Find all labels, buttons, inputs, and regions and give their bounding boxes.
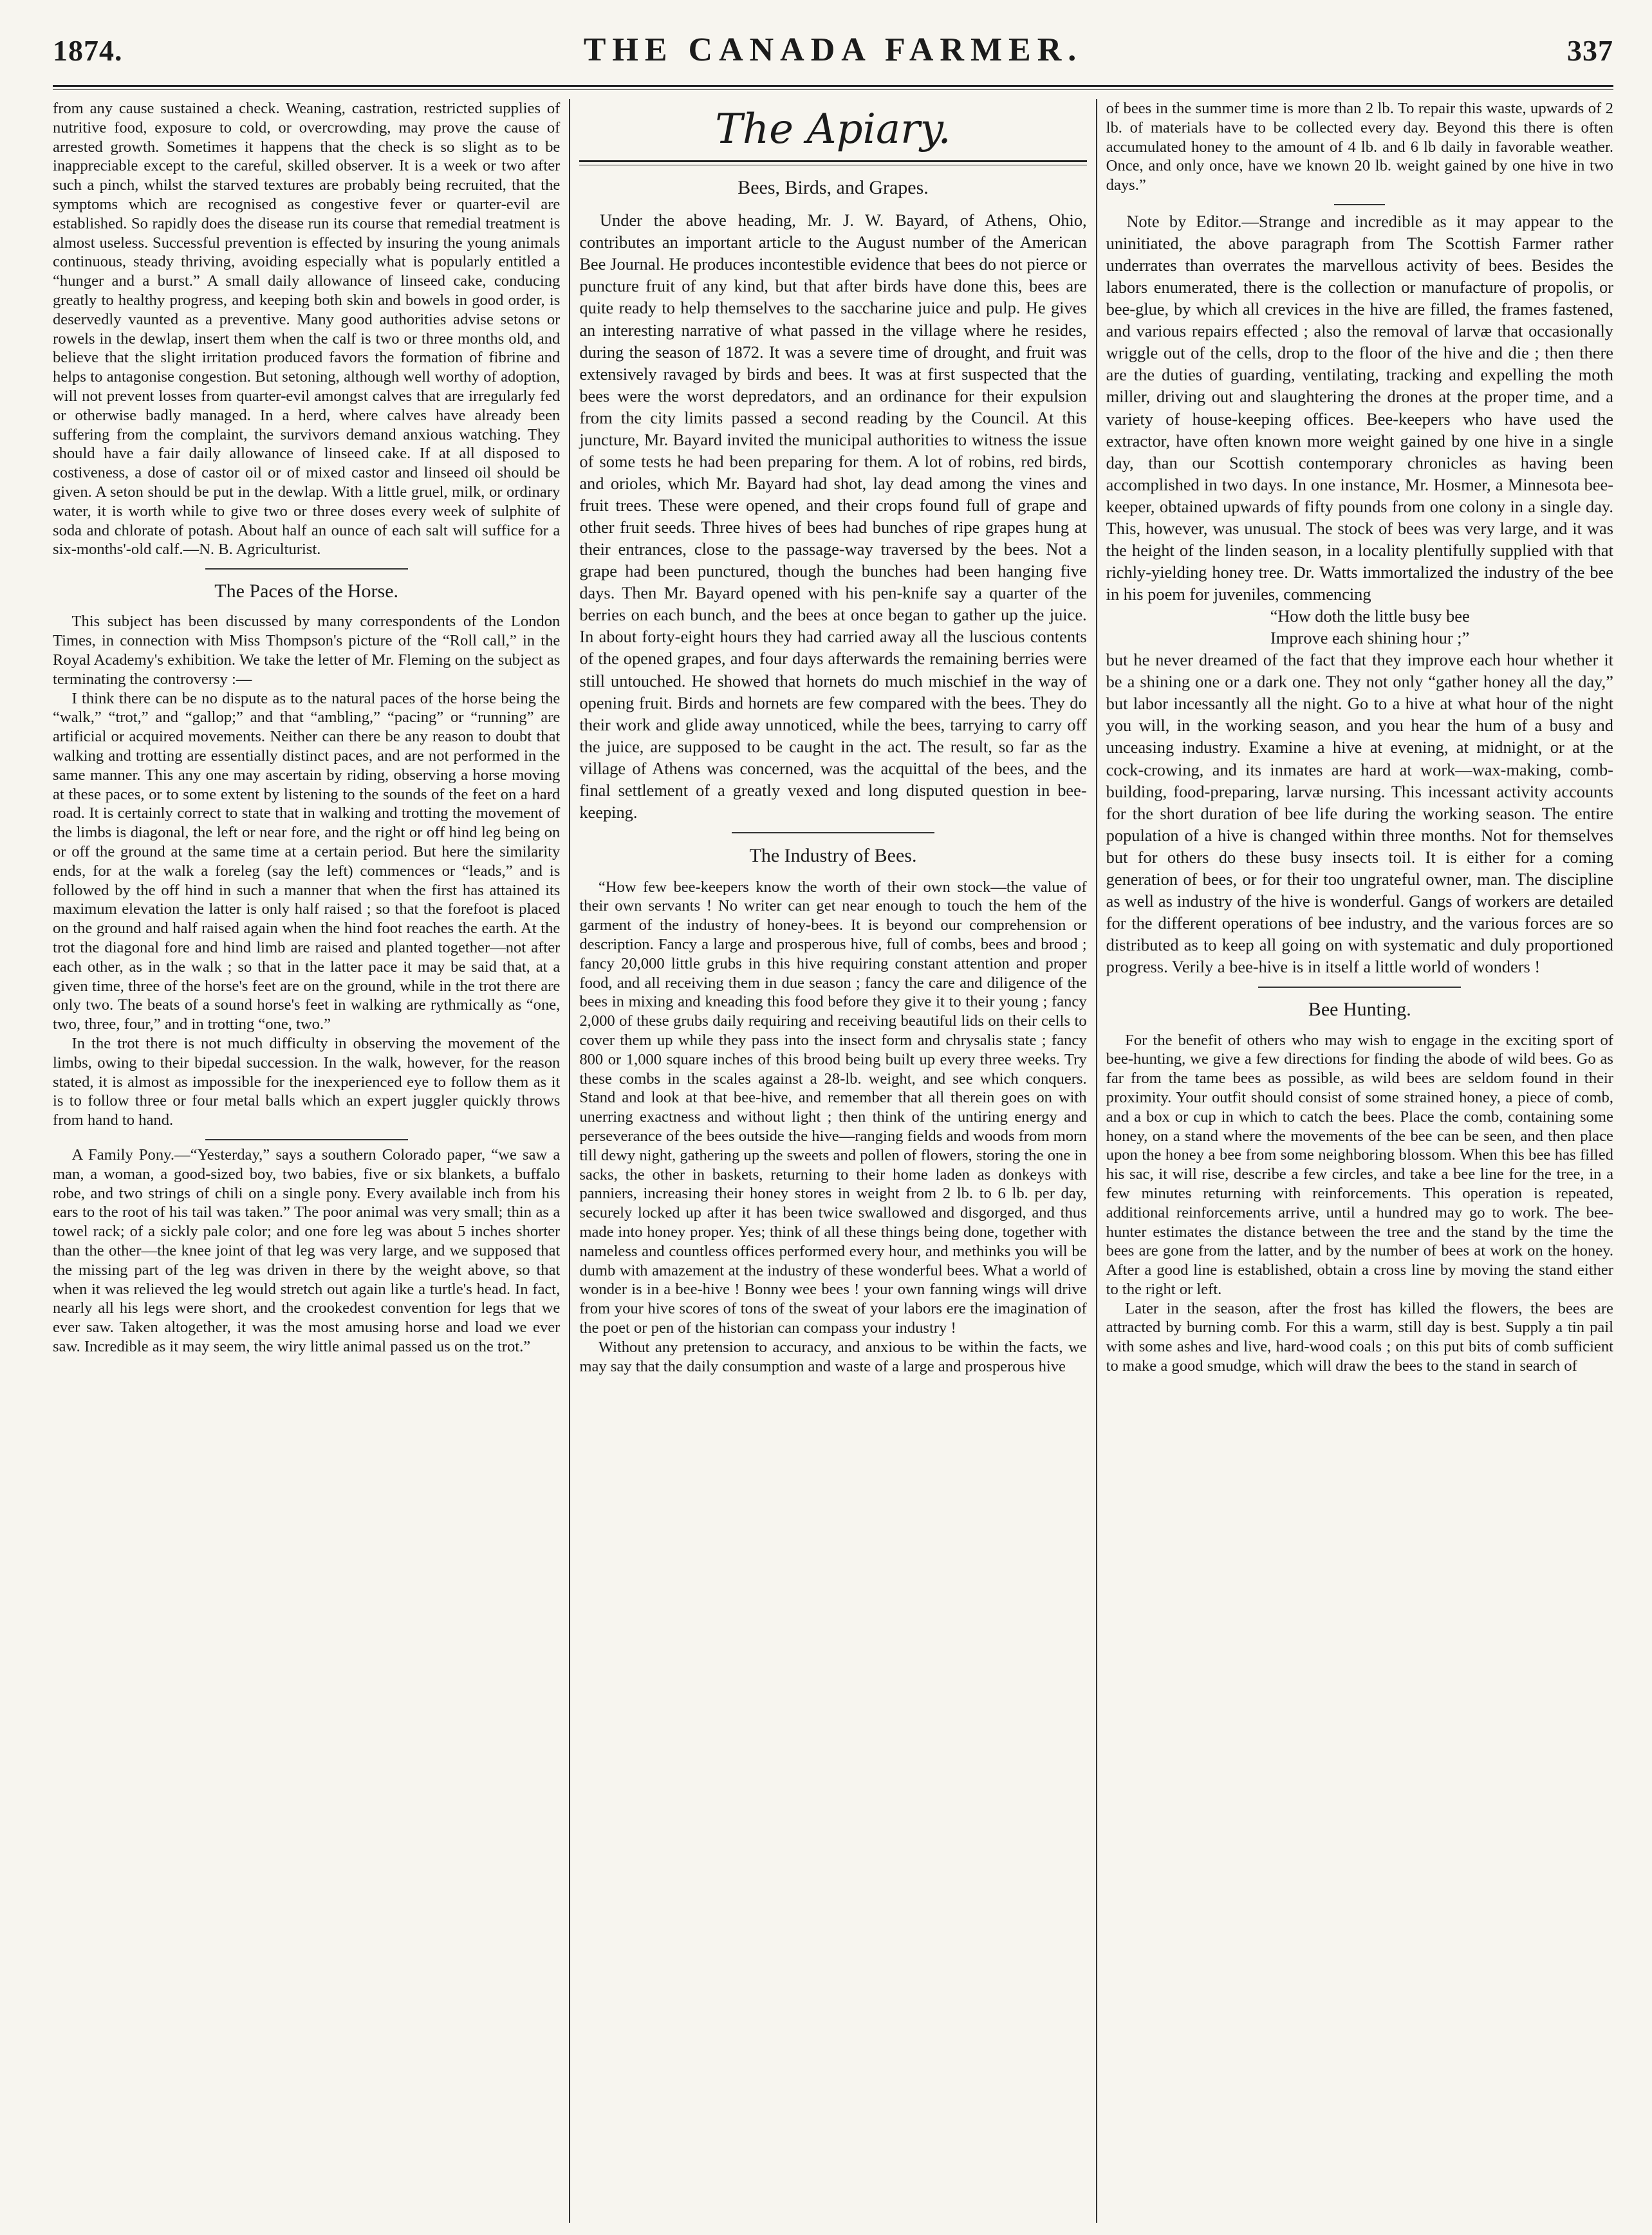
article-heading-bees-birds-grapes: Bees, Birds, and Grapes. <box>738 176 929 198</box>
department-title-apiary: The Apiary. <box>715 106 951 153</box>
section-divider <box>732 832 934 833</box>
horse-article-paragraph-3: In the trot there is not much difficulty in observing the movement of the limbs, owing to their bipedal succession. In the walk, however, for the reason stated, it is almost as impossible for the inexperienced eye to follow them as it is to follow three or four metal balls which an expert juggler quickly throws from hand to hand. <box>53 1035 561 1129</box>
column-2 <box>569 99 1095 2223</box>
industry-of-bees-paragraph-1: “How few bee-keepers know the worth of their own stock—the value of their own servants ! No writer can get near enough to touch the hem of the garment of the industry of honey-bees. It is beyond our comprehension or description. Fancy a large and prosperous hive, full of combs, bees and brood ; fancy 20,000 little grubs in this hive requiring constant attention and proper food, and all receiving them in due season ; fancy the care and diligence of the bees in mixing and kneading this food before they give it to their young ; fancy 2,000 of these grubs daily requiring and receiving beautiful lids on their cells to cover them up while they pass into the insect form and chrysalis state ; fancy 800 or 1,000 square inches of this brood being built up every three weeks. Try these combs in the scales against a 28-lb. weight, and see which conquers. Stand and look at that bee-hive, and remember that all therein goes on with unerring exactness and without light ; then think of the untiring energy and perseverance of the bees outside the hive—ranging fields and woods from morn till dewy night, gathering up the sweets and pollen of flowers, storing the one in sacks, the other in baskets, returning to their home laden as donkeys with panniers, increasing their honey stores in weight from 2 lb. to 6 lb. per day, securely locked up after it has been twice swallowed and disgorged, and thus made into honey proper. Yes; think of all these things being done, together with nameless and countless offices performed every hour, and methinks you will be dumb with amazement at the industry of these wonderful bees. What a world of wonder is in a bee-hive ! Bonny wee bees ! your own fanning wings will drive from your hive scores of tons of the sweat of your labors ere the imagination of the poet or pen of the historian can compass your industry ! <box>579 878 1087 1337</box>
editor-note-continued: but he never dreamed of the fact that they improve each hour whether it be a shining one or a dark one. They not only “gather honey all the day,” but labor incessantly all the night. Go to a hive at what hour of the night you will, in the working season, and you hear the hum of a busy and unceasing industry. Examine a hive at evening, at midnight, or at the cock-crowing, and its inmates are hard at work—wax-making, comb-building, food-preparing, larvæ nursing. This incessant activity accounts for the short duration of bee life during the working season. The entire population of a hive is changed within three months. Not for themselves but for others do these busy insects toil. It is either for a coming generation of bees, or for their too ungrateful owner, man. The discipline as well as industry of the hive is wonderful. Gangs of workers are detailed for the different operations of bee industry, and the various forces are so distributed as to keep all going on with systematic and duly proportioned progress. Verily a bee-hive is in itself a little world of wonders ! <box>1106 650 1613 977</box>
issue-year: 1874. <box>53 34 123 67</box>
section-divider <box>205 568 408 570</box>
bee-hunting-paragraph-2: Later in the season, after the frost has killed the flowers, the bees are attracted by burning comb. For this a warm, still day is best. Supply a tin pail with some ashes and live, hard-wood coals ; on this put bits of comb sufficient to make a good smudge, which will draw the bees to the stand in search of <box>1106 1299 1613 1375</box>
article-heading-paces-of-horse: The Paces of the Horse. <box>214 580 399 602</box>
family-pony-paragraph: A Family Pony.—“Yesterday,” says a southern Colorado paper, “we saw a man, a woman, a good-sized boy, two babies, five or six blankets, a buffalo robe, and two strings of chili on a single pony. Every available inch from his ears to the root of his tail was taken.” The poor animal was very small; thin as a towel rack; of a sickly pale color; and one fore leg was about 5 inches shorter than the other—the knee joint of that leg was very large, and we supposed that the missing part of the leg was driven in there by the weight above, so that when it was relieved the leg would stretch out again like a turtle's head. In fact, nearly all his legs were short, and the crookedest convention for legs that we ever saw. Taken altogether, it was the most amusing horse and load we ever saw. Incredible as it may seem, the wiry little animal passed us on the trot.” <box>53 1146 561 1355</box>
article-heading-industry-of-bees: The Industry of Bees. <box>749 844 917 866</box>
columns <box>53 99 1613 2223</box>
horse-article-paragraph-2: I think there can be no dispute as to the natural paces of the horse being the “walk,” “trot,” and “gallop;” and that “ambling,” “pacing” or “running” are artificial or acquired movements. Neither can there be any reason to doubt that walking and trotting are essentially distinct paces, and are not performed in the same manner. This any one may ascertain by riding, observing a horse moving at these paces, or to some extent by listening to the sounds of the feet on a hard road. It is certainly correct to state that in walking and trotting the movement of the limbs is diagonal, the left or near fore, and the right or off hind leg being on or off the ground at the same time at a certain period. But here the similarity ends, for at the walk a foreleg (say the left) commences or “leads,” and is followed by the off hind in such a manner that when the first has attained its maximum elevation the latter is only half raised ; so that the forefoot is placed on the ground and half raised again when the hind foot reaches the earth. At the trot the diagonal fore and hind limb are raised and planted together—not after each other, as in the walk ; so that in the latter pace it may be said that, at a given time, three of the horse's feet are on the ground, while in the trot there are only two. The beats of a sound horse's feet in walking are rythmically as “one, two, three, four,” and in trotting “one, two.” <box>53 689 561 1034</box>
horse-article-paragraph-1: This subject has been discussed by many correspondents of the London Times, in connection with Miss Thompson's picture of the “Roll call,” in the Royal Academy's exhibition. We take the letter of Mr. Fleming on the subject as terminating the controversy :— <box>53 613 561 688</box>
industry-continued-paragraph: of bees in the summer time is more than 2 lb. To repair this waste, upwards of 2 lb. of materials have to be collected every day. Beyond this there is often accumulated honey to the amount of 4 lb. and 6 lb daily in favorable weather. Once, and only once, have we known 20 lb. weight gained by one hive in two days.” <box>1106 100 1613 194</box>
article-heading-bee-hunting: Bee Hunting. <box>1308 999 1411 1021</box>
masthead <box>53 31 1613 82</box>
poem-line-2: Improve each shining hour ;” <box>1270 628 1470 648</box>
poem-line-1: “How doth the little busy bee <box>1270 606 1470 626</box>
page-number: 337 <box>1567 34 1613 67</box>
section-divider <box>1258 987 1461 988</box>
calves-article-paragraph: from any cause sustained a check. Weaning, castration, restricted supplies of nutritive food, exposure to cold, or overcrowding, may prove the cause of arrested growth. Sometimes it happens that the check is so slight as to be inappreciable except to the careful, skilled observer. It is a week or two after such a pinch, whilst the starved textures are probably being recruited, that the symptoms which are recognised as congestive fever or quarter-evil are established. So rapidly does the disease run its course that remedial treatment is almost useless. Successful prevention is effected by insuring the young animals continuous, steady thriving, avoiding especially what is popularly entitled a “hunger and a burst.” A small daily allowance of linseed cake, conducing greatly to healthy progress, and keeping both skin and bowels in good order, is deservedly vaunted as a preventive. Many good authorities advise setons or rowels in the dewlap, insert them when the calf is two or three months old, and believe that the slight irritation produced favors the formation of fibrine and helps to antagonise congestion. But setoning, although well worthy of adoption, will not prevent losses from quarter-evil amongst calves that are irregularly fed or otherwise badly managed. In a herd, where calves have already been suffering from the complaint, the survivors demand anxious watching. They should have a fair daily allowance of linseed cake. If at all disposed to costiveness, a dose of castor oil or of mixed castor and linseed oil should be given. A seton should be put in the dewlap. With a little gruel, milk, or ordinary water, it is worth while to give two or three doses every week of sulphite of soda and chlorate of potash. About half an ounce of each salt will suffice for a six-months'-old calf.—N. B. Agriculturist. <box>53 100 561 559</box>
bees-birds-grapes-paragraph: Under the above heading, Mr. J. W. Bayard, of Athens, Ohio, contributes an important article to the August number of the American Bee Journal. He produces incontestible evidence that bees do not pierce or puncture fruit of any kind, but that after birds have done this, bees are quite ready to help themselves to the saccharine juice and pulp. He gives an interesting narrative of what passed in the village where he resides, during the season of 1872. It was a severe time of drought, and fruit was extensively ravaged by birds and bees. It was at first suspected that the bees were the worst depredators, and an ordinance for their expulsion from the city limits passed a second reading by the Council. At this juncture, Mr. Bayard invited the municipal authorities to witness the issue of some tests he had been preparing for them. A lot of robins, red birds, and orioles, which Mr. Bayard had shot, lay dead among the vines and fruit trees. These were opened, and their crops found full of grape and other fruit seeds. Three hives of bees had bunches of ripe grapes hung at their entrances, close to the passage-way traversed by the bees. Not a grape had been punctured, though the bunches had been hanging five days. Then Mr. Bayard opened with his pen-knife say a quarter of the berries on each bunch, and the bees at once began to gather up the juice. In about forty-eight hours they had carried away all the luscious contents of the opened grapes, and four days afterwards the remaining berries were still untouched. He showed that hornets do much mischief in the way of opening fruit. Birds and hornets are few compared with the bees. They do their work and glide away unnoticed, while the bees, tarrying to carry off the juice, are supposed to be caught in the act. The result, so far as the village of Athens was concerned, was the acquittal of the bees, and the final settlement of a greatly vexed and long disputed question in bee-keeping. <box>579 210 1087 822</box>
short-divider <box>1334 204 1385 205</box>
editor-note-paragraph: Note by Editor.—Strange and incredible as it may appear to the uninitiated, the above paragraph from The Scottish Farmer rather underrates than overrates the marvellous activity of bees. Besides the labors enumerated, there is the collection or manufacture of propolis, or bee-glue, by which all crevices in the hive are filled, the frames fastened, and various repairs effected ; also the removal of larvæ that occasionally wriggle out of the cells, drop to the floor of the hive and die ; then there are the duties of guarding, ventilating, tracking and expelling the moth miller, driving out and slaughtering the drones at the proper time, and a variety of house-keeping offices. Bee-keepers who have used the extractor, have often known more weight gained by one hive in a single day, than our Scottish contemporary chronicles as having been accomplished in two days. In one instance, Mr. Hosmer, a Minnesota bee-keeper, obtained upwards of fifty pounds from one colony in a single day. This, however, was unusual. The stock of bees was very large, and it was the height of the linden season, in a locality plentifully supplied with that richly-yielding honey tree. Dr. Watts immortalized the industry of the bee in his poem for juveniles, commencing <box>1106 211 1613 604</box>
department-rule <box>579 160 1086 165</box>
newspaper-title: THE CANADA FARMER. <box>583 32 1083 68</box>
section-divider <box>205 1139 408 1140</box>
column-3 <box>1096 99 1613 2223</box>
bee-hunting-paragraph-1: For the benefit of others who may wish to engage in the exciting sport of bee-hunting, we give a few directions for finding the abode of wild bees. Go as far from the tame bees as possible, as wild bees are seldom found in their proximity. Your outfit should consist of some strained honey, a piece of comb, and a box or cup in which to catch the bees. Place the comb, containing some honey, on a stand where the movements of the bee can be seen, and then place upon the honey a bee from some neighboring blossom. When this bee has filled his sac, it will rise, describe a few circles, and take a bee line for the tree, in a few minutes returning with reinforcements. This operation is repeated, additional reinforcements arrive, until a hundred may go to work. The bee-hunter estimates the distance between the tree and the stand by the time the bees are gone from the latter, and by the number of bees at work on the honey. After a good line is established, obtain a cross line by moving the stand either to the right or left. <box>1106 1031 1613 1298</box>
column-1 <box>53 99 569 2223</box>
masthead-rule <box>53 85 1613 90</box>
industry-of-bees-paragraph-2: Without any pretension to accuracy, and anxious to be within the facts, we may say that the daily consumption and waste of a large and prosperous hive <box>579 1338 1087 1375</box>
